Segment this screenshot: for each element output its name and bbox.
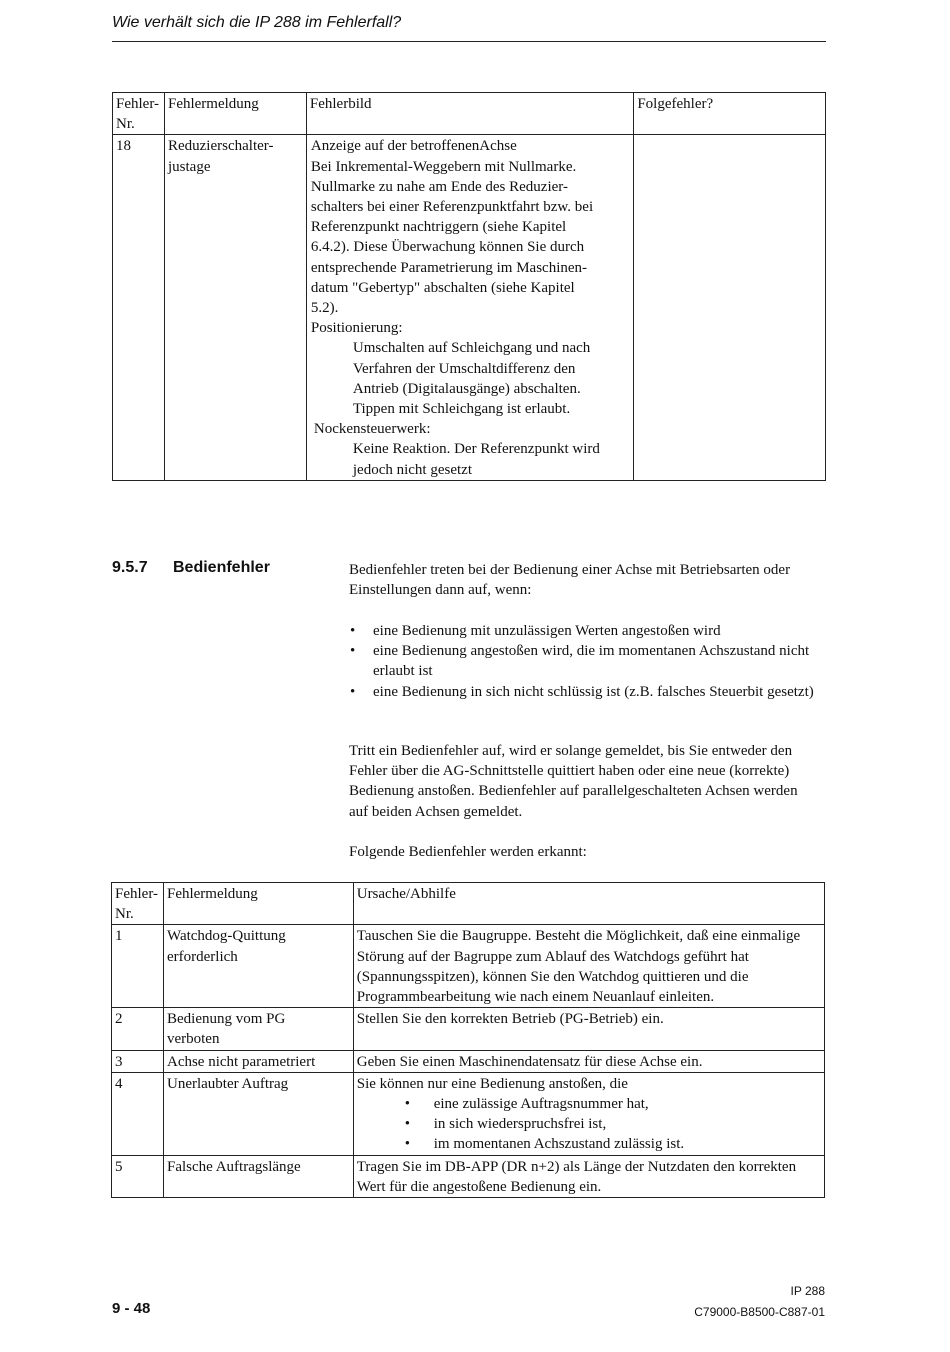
desc-line: 6.4.2). Diese Überwachung können Sie durch [310, 239, 585, 256]
desc-line: Nullmarke zu nahe am Ende des Reduzier- [310, 178, 568, 195]
positionierung-line: Umschalten auf Schleichgang und nach [352, 340, 591, 357]
header-cell-message: Fehlermeldung [164, 93, 306, 135]
cell-message: Achse nicht parametriert [163, 1050, 353, 1072]
positionierung-line: Verfahren der Umschaltdifferenz den [352, 360, 576, 377]
nockensteuerwerk-label: Nockensteuerwerk: [313, 421, 431, 438]
header-cell-nr: Fehler- Nr. [112, 883, 164, 925]
table-row [112, 1072, 825, 1155]
bullet-icon: • [350, 623, 356, 639]
list-item: • eine zulässige Auftragsnummer hat, [405, 1094, 822, 1114]
header-cell-cause: Ursache/Abhilfe [353, 883, 824, 925]
desc-line: schalters bei einer Referenzpunktfahrt bzw. bei [310, 199, 594, 216]
bullet-icon: • [404, 1096, 410, 1113]
cell-cause [353, 1072, 824, 1155]
table-header-row [112, 883, 825, 925]
cell-nr: 5 [112, 1155, 164, 1197]
list-item: • eine Bedienung mit unzulässigen Werten angestoßen wird [349, 621, 819, 641]
list-item: • im momentanen Achszustand zulässig ist. [405, 1134, 822, 1154]
product-name: IP 288 [790, 1284, 825, 1298]
header-cell-message: Fehlermeldung [163, 883, 353, 925]
operator-error-table [111, 882, 825, 1198]
list-item: • eine Bedienung in sich nicht schlüssig ist (z.B. falsches Steuerbit gesetzt) [349, 682, 819, 702]
positionierung-label: Positionierung: [310, 320, 403, 337]
table-row [112, 1155, 825, 1197]
cause-list [357, 1094, 822, 1155]
bullet-icon: • [404, 1116, 410, 1133]
desc-line: entsprechende Parametrierung im Maschinen- [310, 259, 588, 276]
cell-message: Unerlaubter Auftrag [163, 1072, 353, 1155]
cell-nr: 4 [112, 1072, 164, 1155]
header-cell-nr: Fehler- Nr. [113, 93, 165, 135]
condition-list [349, 621, 819, 702]
cell-cause: Stellen Sie den korrekten Betrieb (PG-Betrieb) ein. [353, 1008, 824, 1050]
cell-cause: Tragen Sie im DB-APP (DR n+2) als Länge der Nutzdaten den korrekten Wert für die angestoßene Bedienung ein. [353, 1155, 824, 1197]
desc-line: Anzeige auf der betroffenenAchse [310, 138, 517, 155]
header-cell-fehlerbild: Fehlerbild [306, 93, 633, 135]
table-header-row [113, 93, 826, 135]
desc-line: Bei Inkremental-Weggebern mit Nullmarke. [310, 158, 577, 175]
desc-line: Referenzpunkt nachtriggern (siehe Kapitel [310, 219, 567, 236]
cell-message: Watchdog-Quittung erforderlich [163, 925, 353, 1008]
positionierung-line: Antrieb (Digitalausgänge) abschalten. [352, 380, 581, 397]
cell-cause: Geben Sie einen Maschinendatensatz für diese Achse ein. [353, 1050, 824, 1072]
desc-line: 5.2). [310, 300, 339, 317]
positionierung-line: Tippen mit Schleichgang ist erlaubt. [352, 401, 571, 418]
desc-line: datum "Gebertyp" abschalten (siehe Kapitel [310, 279, 575, 296]
cell-nr: 1 [112, 925, 164, 1008]
bullet-icon: • [404, 1136, 410, 1153]
cell-message: Bedienung vom PG verboten [163, 1008, 353, 1050]
section-number: 9.5.7 [112, 559, 148, 576]
cell-nr: 3 [112, 1050, 164, 1072]
table-row [112, 1050, 825, 1072]
cell-nr: 2 [112, 1008, 164, 1050]
nockensteuerwerk-line: Keine Reaktion. Der Referenzpunkt wird [352, 441, 600, 458]
cell-cause: Tauschen Sie die Baugruppe. Besteht die Möglichkeit, daß eine einmalige Störung auf der Bagruppe zum Ablauf des Watchdogs geführt hat (Spannungsspitzen), können Sie den Watchdog quittieren und die Programmbearbeitung wie nach einem Neuanlauf einleiten. [353, 925, 824, 1008]
table-row [112, 1008, 825, 1050]
list-item: • eine Bedienung angestoßen wird, die im momentanen Achszustand nicht erlaubt ist [350, 643, 810, 680]
running-header-title: Wie verhält sich die IP 288 im Fehlerfall? [112, 14, 402, 31]
cell-folgefehler [634, 135, 826, 480]
body-paragraph: Tritt ein Bedienfehler auf, wird er solange gemeldet, bis Sie entweder den Fehler über die AG-Schnittstelle quittiert haben oder eine neue (korrekte) Bedienung anstoßen. Bedienfehler auf parallelgeschalteten Achsen werden auf beiden Achsen gemeldet. [349, 743, 798, 820]
error-table-18 [112, 92, 826, 481]
cell-fehlerbild [306, 135, 633, 480]
intro-paragraph: Bedienfehler treten bei der Bedienung einer Achse mit Betriebsarten oder Einstellungen dann auf, wenn: [349, 562, 791, 599]
cell-message: Reduzierschalter- justage [164, 135, 306, 480]
cause-text: Sie können nur eine Bedienung anstoßen, die [356, 1075, 628, 1092]
cell-nr: 18 [113, 135, 165, 480]
bullet-icon: • [350, 643, 356, 660]
bullet-icon: • [350, 683, 356, 700]
header-rule [112, 41, 826, 42]
nockensteuerwerk-line: jedoch nicht gesetzt [352, 461, 472, 478]
section-title: Bedienfehler [173, 559, 270, 576]
table-lead-paragraph: Folgende Bedienfehler werden erkannt: [349, 844, 587, 860]
cell-message: Falsche Auftragslänge [163, 1155, 353, 1197]
document-number: C79000-B8500-C887-01 [694, 1305, 825, 1319]
table-row [113, 135, 826, 480]
page-number: 9 - 48 [112, 1300, 151, 1317]
header-cell-folgefehler: Folgefehler? [634, 93, 826, 135]
list-item: • in sich wiederspruchsfrei ist, [405, 1114, 822, 1134]
table-row [112, 925, 825, 1008]
